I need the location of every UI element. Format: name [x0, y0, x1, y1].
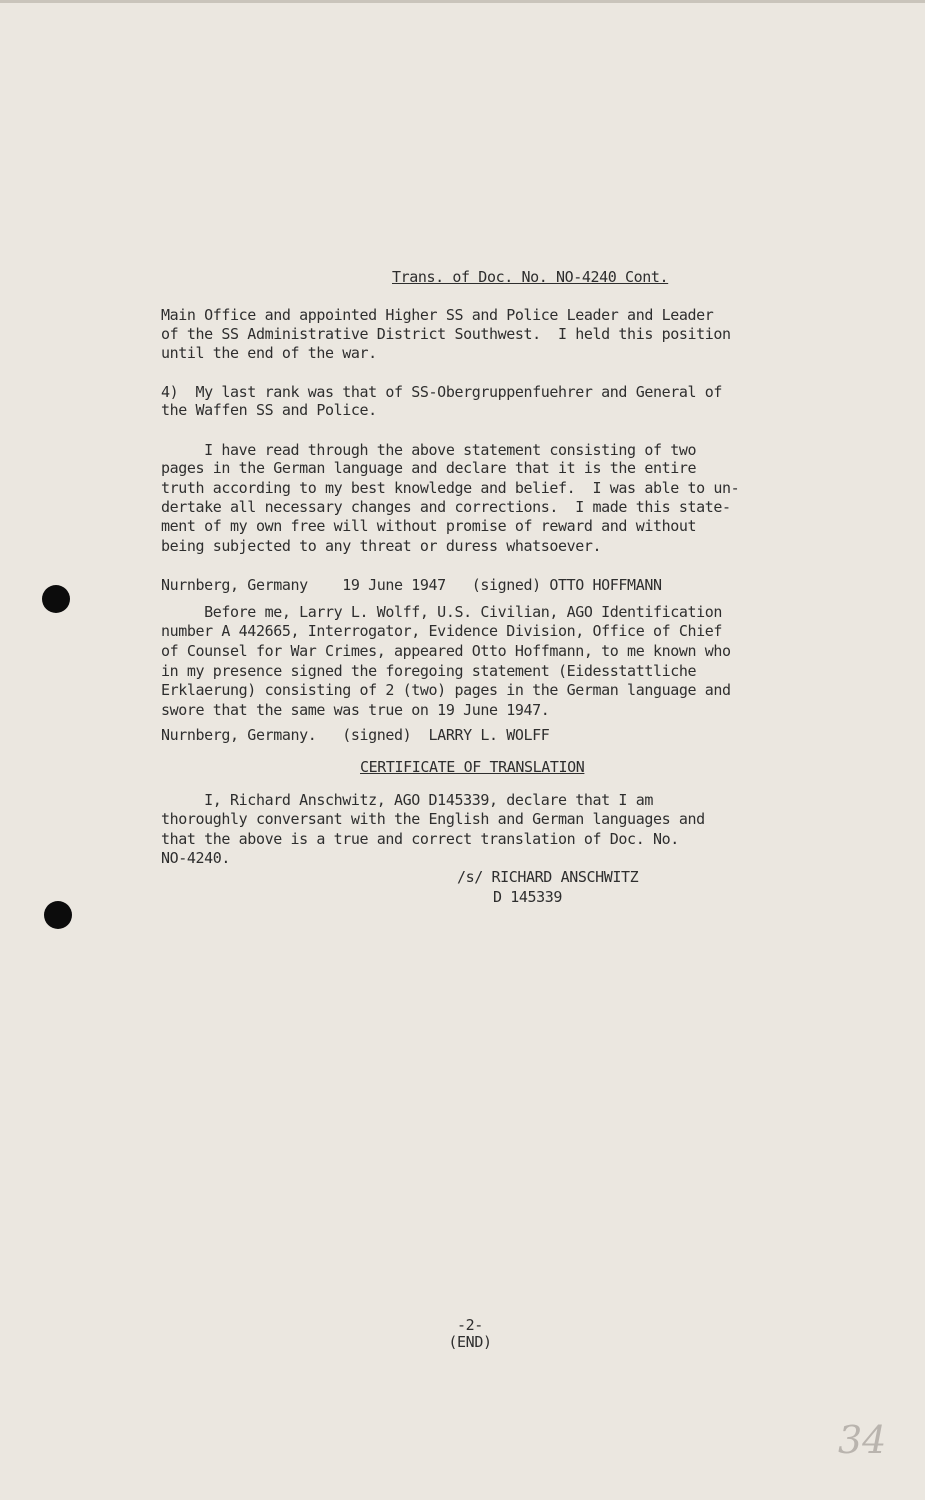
translator-signature: /s/ RICHARD ANSCHWITZ: [457, 868, 639, 886]
page-top-edge: [0, 0, 925, 3]
paragraph1-line: of the SS Administrative District Southwest. I held this position: [161, 325, 731, 343]
paragraph4-line: swore that the same was true on 19 June 1947.: [161, 701, 550, 719]
paragraph4-line: of Counsel for War Crimes, appeared Otto Hoffmann, to me known who: [161, 642, 731, 660]
translator-id: D 145339: [493, 888, 563, 906]
paragraph1-line: Main Office and appointed Higher SS and Police Leader and Leader: [161, 306, 714, 324]
paragraph5-line: I, Richard Anschwitz, AGO D145339, declare that I am: [161, 791, 653, 809]
paragraph4-line: Before me, Larry L. Wolff, U.S. Civilian, AGO Identification: [161, 603, 722, 621]
certificate-title: CERTIFICATE OF TRANSLATION: [360, 758, 585, 776]
signature-line-hoffmann: Nurnberg, Germany 19 June 1947 (signed) OTTO HOFFMANN: [161, 576, 662, 594]
punch-hole-upper: [42, 585, 70, 613]
paragraph5-line: thoroughly conversant with the English and German languages and: [161, 810, 705, 828]
paragraph3-line: truth according to my best knowledge and belief. I was able to un-: [161, 479, 740, 497]
paragraph3-line: I have read through the above statement consisting of two: [161, 441, 697, 459]
paragraph4-line: Erklaerung) consisting of 2 (two) pages in the German language and: [161, 681, 731, 699]
paragraph2-line: 4) My last rank was that of SS-Obergruppenfuehrer and General of: [161, 383, 722, 401]
document-header: Trans. of Doc. No. NO-4240 Cont.: [392, 268, 669, 286]
punch-hole-lower: [44, 901, 72, 929]
paragraph3-line: pages in the German language and declare that it is the entire: [161, 459, 697, 477]
paragraph3-line: ment of my own free will without promise of reward and without: [161, 517, 697, 535]
paragraph1-line: until the end of the war.: [161, 344, 377, 362]
paragraph2-line: the Waffen SS and Police.: [161, 401, 377, 419]
handwritten-page-number: 34: [838, 1418, 887, 1462]
page-number: -2-: [457, 1316, 483, 1334]
paragraph5-line: NO-4240.: [161, 849, 231, 867]
paragraph4-line: number A 442665, Interrogator, Evidence Division, Office of Chief: [161, 622, 722, 640]
end-marker: (END): [448, 1333, 492, 1351]
signature-line-wolff: Nurnberg, Germany. (signed) LARRY L. WOLFF: [161, 726, 550, 744]
paragraph3-line: dertake all necessary changes and corrections. I made this state-: [161, 498, 731, 516]
paragraph3-line: being subjected to any threat or duress whatsoever.: [161, 537, 602, 555]
paragraph5-line: that the above is a true and correct translation of Doc. No.: [161, 830, 679, 848]
paragraph4-line: in my presence signed the foregoing statement (Eidesstattliche: [161, 662, 697, 680]
